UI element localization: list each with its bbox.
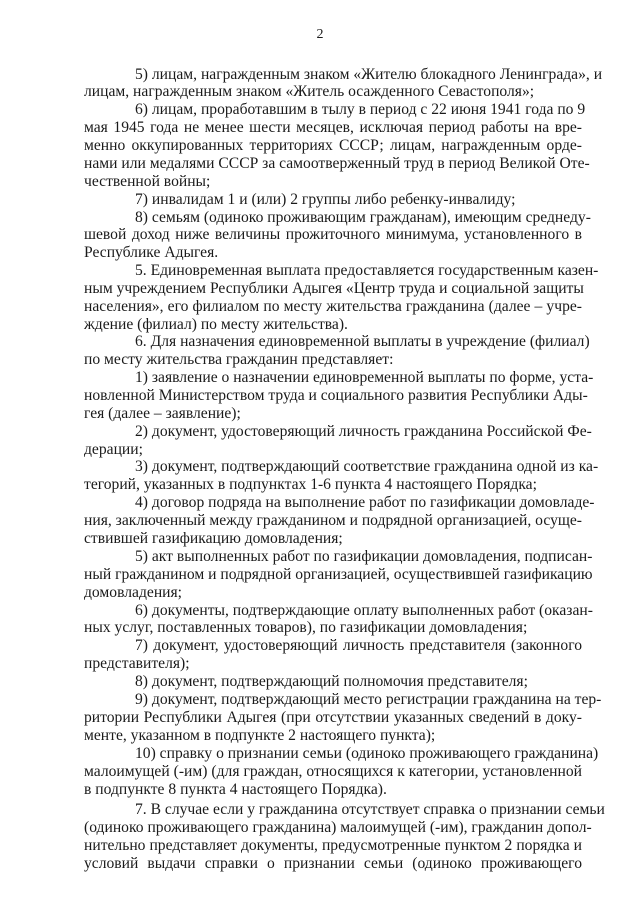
text-line: населения», его филиалом по месту жительства гражданина (далее – учре- bbox=[84, 298, 582, 315]
text-line: ным учреждением Республики Адыгея «Центр труда и социальной защиты bbox=[84, 280, 584, 297]
text-line: 9) документ, подтверждающий место регистрации гражданина на тер- bbox=[135, 691, 602, 708]
text-line: 4) договор подряда на выполнение работ по газификации домовладе- bbox=[135, 494, 595, 511]
text-line: в подпункте 8 пункта 4 настоящего Порядка). bbox=[84, 781, 387, 798]
text-line: чественной войны; bbox=[84, 173, 211, 190]
text-line: мая 1945 года не менее шести месяцев, исключая период работы на вре- bbox=[84, 119, 582, 136]
text-line: 10) справку о признании семьи (одиноко проживающего гражданина) bbox=[135, 745, 599, 762]
text-line: малоимущей (-им) (для граждан, относящихся к категории, установленной bbox=[84, 763, 582, 780]
text-line: дерации; bbox=[84, 441, 143, 458]
text-line: условий выдачи справки о признании семьи (одиноко проживающего bbox=[84, 855, 582, 872]
text-line: Республике Адыгея. bbox=[84, 244, 219, 261]
text-line: ных услуг, поставленных товаров), по газификации домовладения; bbox=[84, 619, 528, 636]
text-line: 6. Для назначения единовременной выплаты в учреждение (филиал) bbox=[135, 333, 590, 350]
text-line: 6) лицам, проработавшим в тылу в период с 22 июня 1941 года по 9 bbox=[135, 101, 586, 118]
page-number: 2 bbox=[316, 27, 324, 42]
text-line: лицам, награжденным знаком «Житель осажденного Севастополя»; bbox=[84, 83, 535, 100]
text-line: 8) документ, подтверждающий полномочия представителя; bbox=[135, 673, 528, 690]
text-line: новленной Министерством труда и социального развития Республики Ады- bbox=[84, 387, 588, 404]
text-line: ждение (филиал) по месту жительства). bbox=[84, 316, 348, 333]
text-line: 3) документ, подтверждающий соответствие гражданина одной из ка- bbox=[135, 458, 599, 475]
text-line: 7) инвалидам 1 и (или) 2 группы либо ребенку-инвалиду; bbox=[135, 191, 516, 208]
text-line: 1) заявление о назначении единовременной выплаты по форме, уста- bbox=[135, 369, 594, 386]
text-line: ритории Республики Адыгея (при отсутствии указанных сведений в доку- bbox=[84, 709, 582, 726]
text-line: по месту жительства гражданин представляет: bbox=[84, 351, 394, 368]
text-line: домовладения; bbox=[84, 584, 183, 601]
text-line: ния, заключенный между гражданином и подрядной организацией, осуще- bbox=[84, 512, 582, 529]
text-line: шевой доход ниже величины прожиточного минимума, установленного в bbox=[84, 226, 582, 243]
text-line: 5) лицам, награжденным знаком «Жителю блокадного Ленинграда», и bbox=[135, 66, 603, 83]
text-line: менте, указанном в подпункте 2 настоящего пункта); bbox=[84, 727, 436, 744]
text-line: 7. В случае если у гражданина отсутствует справка о признании семьи bbox=[135, 801, 605, 818]
text-line: 2) документ, удостоверяющий личность гражданина Российской Фе- bbox=[135, 423, 592, 440]
text-line: гея (далее – заявление); bbox=[84, 405, 241, 422]
text-line: (одиноко проживающего гражданина) малоимущей (-им), гражданин допол- bbox=[84, 819, 592, 836]
text-line: нами или медалями СССР за самоотверженный труд в период Великой Оте- bbox=[84, 155, 590, 172]
text-line: 7) документ, удостоверяющий личность представителя (законного bbox=[135, 637, 582, 654]
text-line: нительно представляет документы, предусмотренные пунктом 2 порядка и bbox=[84, 837, 582, 854]
text-line: представителя); bbox=[84, 655, 190, 672]
text-line: 8) семьям (одиноко проживающим гражданам), имеющим среднеду- bbox=[135, 209, 591, 226]
text-line: 5. Единовременная выплата предоставляется государственным казен- bbox=[135, 262, 599, 279]
text-line: ный гражданином и подрядной организацией, осуществившей газификацию bbox=[84, 566, 593, 583]
text-line: менно оккупированных территориях СССР; лицам, награжденным орде- bbox=[84, 137, 582, 154]
text-line: 6) документы, подтверждающие оплату выполненных работ (оказан- bbox=[135, 602, 593, 619]
text-line: ствившей газификацию домовладения; bbox=[84, 530, 343, 547]
text-line: 5) акт выполненных работ по газификации домовладения, подписан- bbox=[135, 548, 593, 565]
text-line: тегорий, указанных в подпунктах 1-6 пункта 4 настоящего Порядка; bbox=[84, 476, 537, 493]
